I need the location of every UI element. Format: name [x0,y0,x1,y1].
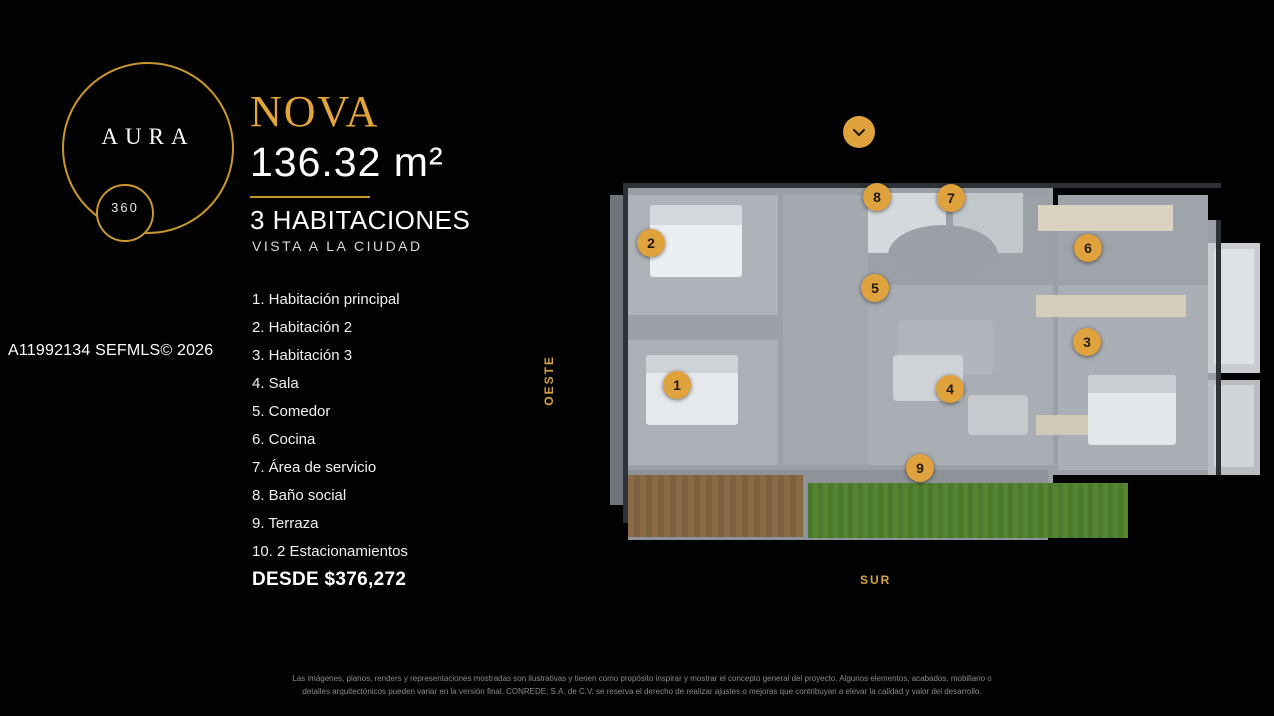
plan-furniture [646,355,738,373]
chevron-down-icon[interactable] [843,116,875,148]
disclaimer [247,672,1037,698]
plan-room [783,195,868,465]
legend-item: 3. Habitación 3 [252,347,353,364]
legend-item: 8. Baño social [252,487,347,504]
plan-marker-2[interactable]: 2 [637,229,665,257]
plan-wall [1216,220,1221,475]
plan-furniture [1038,205,1173,231]
legend-item: 5. Comedor [252,403,331,420]
plan-furniture [888,225,998,285]
plan-marker-3[interactable]: 3 [1073,328,1101,356]
plan-furniture [1088,375,1176,393]
legend-item: 9. Terraza [252,515,319,532]
divider [250,196,370,198]
disclaimer-line-1: Las imágenes, planos, renders y representaciones mostradas son ilustrativas y tienen como propósito inspirar y mostrar el concepto general del proyecto. Algunos elementos, acabados, mobiliario o [292,674,992,683]
logo-brand-sub: 360 [111,200,139,215]
logo [62,62,238,238]
plan-marker-4[interactable]: 4 [936,375,964,403]
legend-item: 2. Habitación 2 [252,319,353,336]
compass-west-label: OESTE [542,355,556,406]
legend-item: 7. Área de servicio [252,459,377,476]
plan-wall [623,183,1221,188]
room-legend [252,286,502,566]
legend-item: 6. Cocina [252,431,316,448]
unit-view: VISTA A LA CIUDAD [252,238,423,254]
plan-wall [623,183,628,523]
plan-terrace [628,475,803,537]
plan-marker-7[interactable]: 7 [937,184,965,212]
title-block [250,88,550,254]
plan-marker-5[interactable]: 5 [861,274,889,302]
plan-furniture [968,395,1028,435]
floor-plan [520,130,1260,600]
logo-brand-name: AURA [101,124,195,149]
plan-marker-1[interactable]: 1 [663,371,691,399]
unit-rooms: 3 HABITACIONES [250,205,471,235]
plan-graphic [568,165,1248,565]
plan-furniture [1036,295,1186,317]
plan-garden [808,483,1128,538]
legend-item: 10. 2 Estacionamientos [252,543,408,560]
legend-item: 1. Habitación principal [252,291,400,308]
plan-furniture [650,205,742,225]
legend-item: 4. Sala [252,375,299,392]
plan-marker-9[interactable]: 9 [906,454,934,482]
compass-south-label: SUR [860,573,892,587]
unit-area: 136.32 m² [250,139,444,185]
disclaimer-line-2: detalles arquitectónicos pueden variar en la versión final. CONREDE, S.A. de C.V. se reserva el derecho de realizar ajustes o mejoras que contribuyan a elevar la calidad y valor del desarrollo. [302,687,982,696]
price-label: DESDE $376,272 [252,569,407,590]
plan-marker-8[interactable]: 8 [863,183,891,211]
plan-marker-6[interactable]: 6 [1074,234,1102,262]
mls-reference: A11992134 SEFMLS© 2026 [8,342,214,359]
unit-name: NOVA [250,87,380,136]
